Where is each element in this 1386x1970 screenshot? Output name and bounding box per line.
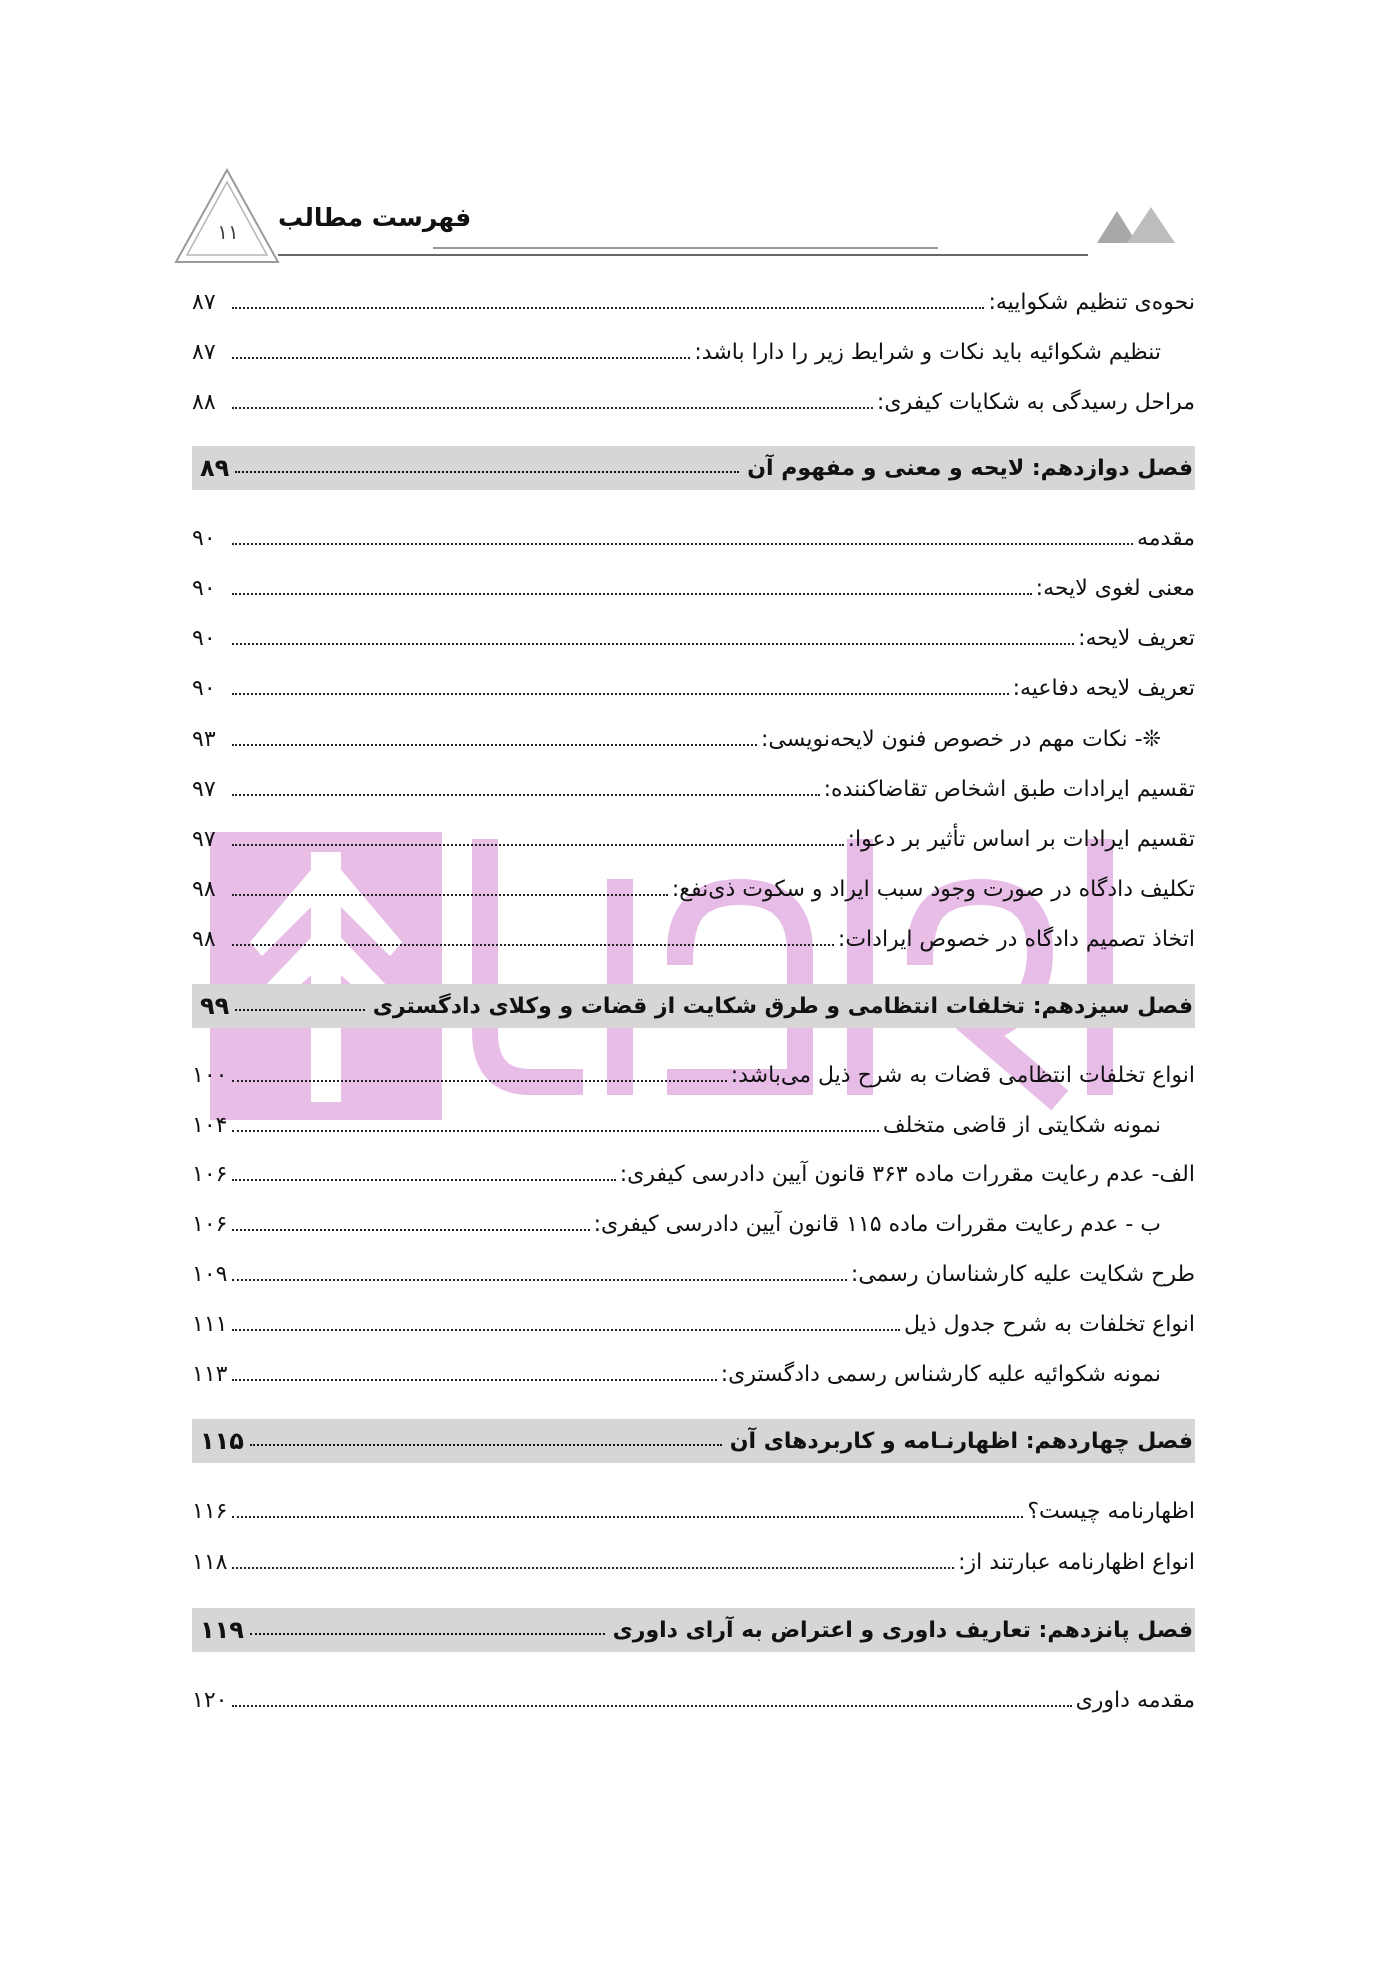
toc-entry-title: تقسیم ایرادات بر اساس تأثیر بر دعوا:: [847, 827, 1195, 852]
toc-entry-page: ۱۲۰: [192, 1688, 228, 1713]
toc-entry-page: ۸۷: [192, 340, 216, 365]
dot-leader: [232, 543, 1133, 545]
dot-leader: [232, 307, 984, 309]
toc-entry[interactable]: [192, 871, 1195, 909]
toc-entry[interactable]: [192, 921, 1195, 959]
chapter-title: فصل سیزدهم: تخلفات انتظامی و طرق شکایت از قضات و وکلای دادگستری: [372, 993, 1193, 1019]
dot-leader: [232, 1279, 847, 1281]
toc-entry[interactable]: [192, 670, 1195, 708]
toc-entry-title: تقسیم ایرادات طبق اشخاص تقاضاکننده:: [823, 777, 1195, 802]
dot-leader: [232, 1379, 717, 1381]
toc-entry-page: ۹۳: [192, 727, 216, 752]
toc-entry-page: ۹۸: [192, 877, 216, 902]
dot-leader: [232, 1130, 879, 1132]
toc-entry[interactable]: [192, 1156, 1195, 1194]
toc-entry[interactable]: [192, 821, 1195, 859]
chapter-page: ۸۹: [200, 454, 230, 482]
toc-entry[interactable]: [192, 1256, 1195, 1294]
toc-entry-title: تکلیف دادگاه در صورت وجود سبب ایراد و سکوت ذی‌نفع:: [671, 877, 1195, 902]
toc-entry-title: ❊- نکات مهم در خصوص فنون لایحه‌نویسی:: [761, 727, 1161, 752]
toc-entry[interactable]: [192, 284, 1195, 322]
toc-entry-title: تعریف لایحه دفاعیه:: [1012, 676, 1195, 701]
dot-leader: [232, 794, 820, 796]
toc-entry-title: نحوه‌ی تنظیم شکواییه:: [988, 290, 1195, 315]
chapter-title: فصل دوازدهم: لایحه و معنی و مفهوم آن: [747, 455, 1193, 481]
dot-leader: [232, 744, 757, 746]
toc-entry-page: ۹۰: [192, 676, 216, 701]
toc-entry-title: ب - عدم رعایت مقررات ماده ۱۱۵ قانون آیین دادرسی کیفری:: [593, 1212, 1161, 1237]
toc-chapter-heading[interactable]: [192, 984, 1195, 1028]
toc-entry[interactable]: [192, 1306, 1195, 1344]
chapter-title: فصل پانزدهم: تعاریف داوری و اعتراض به آرای داوری: [612, 1617, 1193, 1643]
toc-entry-title: انواع تخلفات به شرح جدول ذیل: [904, 1312, 1195, 1337]
toc-entry-page: ۸۸: [192, 390, 216, 415]
toc-entry[interactable]: [192, 1544, 1195, 1582]
toc-entry[interactable]: [192, 1206, 1195, 1244]
toc-entry-title: تعریف لایحه:: [1078, 626, 1195, 651]
toc-entry[interactable]: [192, 520, 1195, 558]
toc-entry[interactable]: [192, 1682, 1195, 1720]
toc-entry[interactable]: [192, 570, 1195, 608]
toc-entry-title: تنظیم شکوائیه باید نکات و شرایط زیر را دارا باشد:: [694, 340, 1161, 365]
toc-entry-title: مقدمه داوری: [1075, 1688, 1195, 1713]
dot-leader: [232, 643, 1074, 645]
toc-entry[interactable]: [192, 1493, 1195, 1531]
toc-chapter-heading[interactable]: [192, 1608, 1195, 1652]
dot-leader: [232, 1567, 954, 1569]
dot-leader: [232, 1080, 727, 1082]
toc-entry-page: ۱۱۶: [192, 1499, 228, 1524]
toc-entry-title: الف- عدم رعایت مقررات ماده ۳۶۳ قانون آیین دادرسی کیفری:: [619, 1162, 1195, 1187]
toc-entry-page: ۱۰۶: [192, 1162, 228, 1187]
toc-entry-title: انواع تخلفات انتظامی قضات به شرح ذیل می‌باشد:: [730, 1063, 1195, 1088]
toc-entry[interactable]: [192, 771, 1195, 809]
dot-leader: [232, 894, 668, 896]
dot-leader: [232, 1516, 1023, 1518]
dot-leader: [232, 1179, 616, 1181]
dot-leader: [232, 1229, 590, 1231]
dot-leader: [232, 944, 834, 946]
toc-entry[interactable]: [192, 1356, 1195, 1394]
toc-entry-page: ۱۰۰: [192, 1063, 228, 1088]
toc-entry-page: ۱۱۸: [192, 1550, 228, 1575]
chapter-title: فصل چهاردهم: اظهارنـامه و کاربردهای آن: [729, 1428, 1193, 1454]
dot-leader: [235, 1009, 364, 1011]
dot-leader: [250, 1444, 722, 1446]
dot-leader: [232, 357, 690, 359]
toc-entry-title: مراحل رسیدگی به شکایات کیفری:: [876, 390, 1195, 415]
toc-entry[interactable]: [192, 384, 1195, 422]
toc-entry-title: اتخاذ تصمیم دادگاه در خصوص ایرادات:: [837, 927, 1195, 952]
page-title: فهرست مطالب: [278, 203, 472, 232]
chapter-page: ۱۱۹: [200, 1616, 244, 1644]
toc-entry-title: نمونه شکوائیه علیه کارشناس رسمی دادگستری:: [720, 1362, 1161, 1387]
chapter-page: ۱۱۵: [200, 1427, 244, 1455]
toc-entry-title: معنی لغوی لایحه:: [1035, 576, 1195, 601]
toc-entry-page: ۹۷: [192, 827, 216, 852]
dot-leader: [232, 1329, 900, 1331]
toc-entry-title: مقدمه: [1136, 526, 1195, 551]
toc-entry-page: ۱۱۱: [192, 1312, 228, 1337]
toc-entry[interactable]: [192, 1057, 1195, 1095]
toc-entry-title: نمونه شکایتی از قاضی متخلف: [882, 1113, 1161, 1138]
dot-leader: [235, 471, 739, 473]
toc-entry-page: ۱۰۴: [192, 1113, 228, 1138]
toc-entry-page: ۹۰: [192, 526, 216, 551]
toc-entry-page: ۹۰: [192, 576, 216, 601]
toc-entry[interactable]: [192, 334, 1195, 372]
toc-chapter-heading[interactable]: [192, 446, 1195, 490]
toc-entry[interactable]: [192, 620, 1195, 658]
toc-entry-page: ۹۷: [192, 777, 216, 802]
dot-leader: [232, 693, 1009, 695]
toc-chapter-heading[interactable]: [192, 1419, 1195, 1463]
toc-entry-page: ۸۷: [192, 290, 216, 315]
toc-entry-page: ۱۰۹: [192, 1262, 228, 1287]
toc-entry[interactable]: [192, 1107, 1195, 1145]
toc-entry-title: اظهارنامه چیست؟: [1027, 1499, 1195, 1524]
dot-leader: [232, 593, 1032, 595]
toc-entry-title: انواع اظهارنامه عبارتند از:: [958, 1550, 1195, 1575]
toc-entry-page: ۹۸: [192, 927, 216, 952]
toc-entry-page: ۱۰۶: [192, 1212, 228, 1237]
dot-leader: [232, 844, 844, 846]
page-number: ۱۱: [217, 220, 239, 244]
dot-leader: [250, 1633, 605, 1635]
toc-entry-title: طرح شکایت علیه کارشناسان رسمی:: [850, 1262, 1195, 1287]
toc-entry-page: ۱۱۳: [192, 1362, 228, 1387]
dot-leader: [232, 1705, 1072, 1707]
toc-entry-page: ۹۰: [192, 626, 216, 651]
toc-entry[interactable]: [192, 721, 1195, 759]
dot-leader: [232, 407, 873, 409]
chapter-page: ۹۹: [200, 992, 230, 1020]
